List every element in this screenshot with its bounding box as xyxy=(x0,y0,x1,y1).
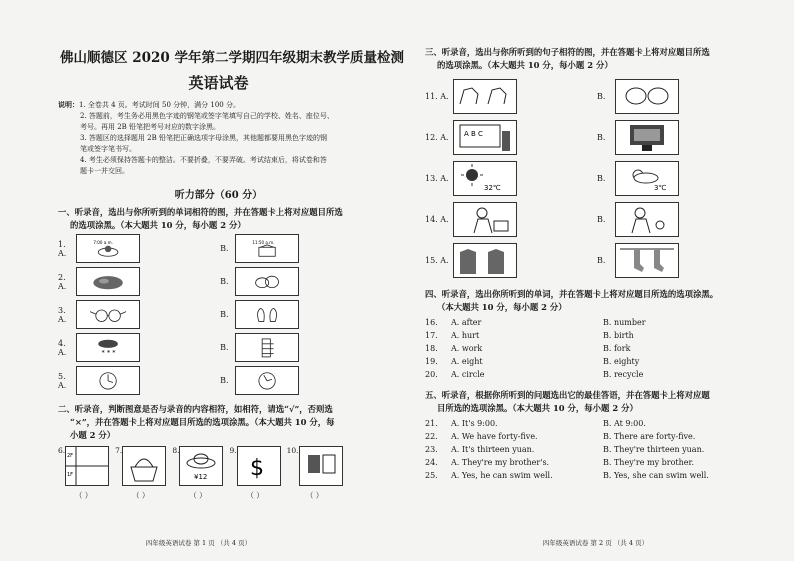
q4-item xyxy=(425,355,774,368)
temperature-text: 32℃ xyxy=(484,184,501,192)
boy-drawing-picture xyxy=(453,202,517,237)
q4-item xyxy=(425,329,774,342)
q2-answer-paren[interactable]: （ ） xyxy=(132,491,150,500)
q3-num: 11. A. xyxy=(425,92,449,101)
option-a[interactable]: A. after xyxy=(451,318,482,327)
sweet-potatoes-picture xyxy=(76,267,140,296)
q5-num: 21. xyxy=(425,419,438,428)
dollar-shirt-picture xyxy=(237,446,281,486)
q5-item xyxy=(425,456,774,469)
page-footer: 四年级英语试卷 第 1 页 （共 4 页） xyxy=(145,539,252,547)
instruction-line: 4. 考生必须保持答题卡的整洁。不要折叠，不要弄破。考试结束后，将试卷和答 xyxy=(80,156,327,164)
svg-text:* * *: * * * xyxy=(101,348,116,357)
q5-num: 25. xyxy=(425,471,438,480)
q4-num: 16. xyxy=(425,318,438,327)
q1-rows xyxy=(58,232,379,397)
q3-head xyxy=(425,46,774,72)
q2-num: 8. xyxy=(172,446,180,455)
q2-answer-paren[interactable]: （ ） xyxy=(189,491,207,500)
option-b[interactable]: B. They're thirteen yuan. xyxy=(603,445,705,454)
q3-row xyxy=(425,240,774,281)
q1-row xyxy=(58,364,379,397)
q5-num: 24. xyxy=(425,458,438,467)
lunch-picture xyxy=(235,234,299,263)
q2-item xyxy=(172,446,223,501)
q3-head-line: 三、听录音，选出与你所听到的句子相符的图，并在答题卡上将对应题目所选 xyxy=(425,47,710,57)
q3-b-label: B. xyxy=(597,215,606,224)
q5-num: 23. xyxy=(425,445,438,454)
q5-head-line: 目所选的选项涂黑。（本大题共 10 分，每小题 2 分） xyxy=(437,403,638,413)
q4-num: 17. xyxy=(425,331,438,340)
option-a[interactable]: A. It's 9:00. xyxy=(451,419,498,428)
q2-head-line: “×”，并在答题卡上将对应题目所选的选项涂黑。（本大题共 10 分，每 xyxy=(70,417,335,427)
option-b[interactable]: B. birth xyxy=(603,331,634,340)
option-b[interactable]: B. recycle xyxy=(603,370,644,379)
q5-head-line: 五、听录音，根据你所听到的问题选出它的最佳答语，并在答题卡上将对应题 xyxy=(425,390,710,400)
q4-item xyxy=(425,342,774,355)
hot-sun-picture xyxy=(453,161,517,196)
instruction-line: 3. 答题区的选择题用 2B 铅笔把正确选项字母涂黑，其他题都要用黑色字迹的钢 xyxy=(80,134,327,142)
q1-b-label: B. xyxy=(220,343,229,352)
q1-num: 5. A. xyxy=(58,371,67,390)
listening-section-head: 听力部分（60 分） xyxy=(174,190,263,201)
q2-answer-paren[interactable]: （ ） xyxy=(246,491,264,500)
q1-row xyxy=(58,298,379,331)
instruction-line: 题卡一并交回。 xyxy=(80,167,129,175)
option-b[interactable]: B. eighty xyxy=(603,357,640,366)
glasses-picture xyxy=(76,300,140,329)
q1-num: 2. A. xyxy=(58,272,67,291)
clock-time-text: 11:50 a.m. xyxy=(252,240,275,246)
option-a[interactable]: A. We have forty-five. xyxy=(451,432,538,441)
option-b[interactable]: B. Yes, she can swim well. xyxy=(603,471,709,480)
horses-picture xyxy=(453,79,517,114)
q2-items xyxy=(58,446,379,501)
cloudy-picture xyxy=(615,161,679,196)
q3-b-label: B. xyxy=(597,256,606,265)
instructions xyxy=(58,99,379,177)
boy-playing-picture xyxy=(615,202,679,237)
hat-price-picture xyxy=(179,446,223,486)
q3-row xyxy=(425,158,774,199)
shirts-picture xyxy=(453,243,517,278)
clock-a-picture xyxy=(76,366,140,395)
q3-b-label: B. xyxy=(597,92,606,101)
q2-head-line: 二、听录音，判断图意是否与录音的内容相符，如相符，请选“√”，否则选 xyxy=(58,404,333,414)
option-a[interactable]: A. work xyxy=(451,344,483,353)
option-a[interactable]: A. circle xyxy=(451,370,485,379)
breakfast-picture xyxy=(76,234,140,263)
q2-head xyxy=(58,403,379,442)
q1-head xyxy=(58,206,379,232)
q3-row xyxy=(425,76,774,117)
q3-num: 13. A. xyxy=(425,174,449,183)
q2-num: 10. xyxy=(286,446,299,455)
floor-label: 2F xyxy=(67,453,74,459)
q1-row xyxy=(58,232,379,265)
exam-title: 佛山顺德区 2020 学年第二学期四年级期末教学质量检测 xyxy=(60,50,404,66)
q2-answer-paren[interactable]: （ ） xyxy=(74,491,93,500)
socks-picture xyxy=(615,243,679,278)
option-a[interactable]: A. hurt xyxy=(451,331,480,340)
q1-head-line: 的选项涂黑。（本大题共 10 分，每小题 2 分） xyxy=(70,220,246,230)
q3-num: 12. A. xyxy=(425,133,449,142)
q1-b-label: B. xyxy=(220,277,229,286)
q2-item xyxy=(58,446,109,501)
q2-answer-paren[interactable]: （ ） xyxy=(305,491,324,500)
option-b[interactable]: B. They're my brother. xyxy=(603,458,695,467)
q1-num: 4. A. xyxy=(58,338,67,357)
q3-num: 14. A. xyxy=(425,215,449,224)
svg-text:$: $ xyxy=(249,456,264,481)
q1-row xyxy=(58,265,379,298)
q2-item xyxy=(287,446,343,501)
q2-num: 7. xyxy=(115,446,123,455)
option-a[interactable]: A. Yes, he can swim well. xyxy=(451,471,553,480)
option-a[interactable]: A. It's thirteen yuan. xyxy=(451,445,535,454)
option-a[interactable]: A. eight xyxy=(451,357,483,366)
clothes-picture xyxy=(299,446,343,486)
q2-num: 6. xyxy=(58,446,66,455)
page-footer: 四年级英语试卷 第 2 页 （共 4 页） xyxy=(542,539,649,547)
instruction-line: 考号。再用 2B 铅笔把考号对应的数字涂黑。 xyxy=(80,123,221,131)
option-b[interactable]: B. number xyxy=(603,318,646,327)
q3-head-line: 的选项涂黑。（本大题共 10 分，每小题 2 分） xyxy=(437,60,613,70)
q4-num: 18. xyxy=(425,344,438,353)
q4-num: 19. xyxy=(425,357,438,366)
q4-head xyxy=(425,288,774,314)
price-text: ¥12 xyxy=(194,473,208,481)
exam-subtitle: 英语试卷 xyxy=(188,74,249,92)
temperature-text: 3℃ xyxy=(654,184,667,192)
floors-picture xyxy=(65,446,109,486)
option-b[interactable]: B. There are forty-five. xyxy=(603,432,696,441)
gloves-picture xyxy=(235,300,299,329)
snow-picture xyxy=(76,333,140,362)
option-b[interactable]: B. fork xyxy=(603,344,631,353)
q5-item xyxy=(425,443,774,456)
q5-item xyxy=(425,469,774,482)
q2-item xyxy=(229,446,280,501)
sheep-picture xyxy=(615,79,679,114)
clock-time-text: 7:00 a.m. xyxy=(93,240,113,246)
q3-row xyxy=(425,199,774,240)
blackboard-picture xyxy=(453,120,517,155)
q2-num: 9. xyxy=(229,446,237,455)
q5-item xyxy=(425,430,774,443)
option-b[interactable]: B. At 9:00. xyxy=(603,419,646,428)
board-text: A B C xyxy=(464,130,483,138)
q4-head-line: 四、听录音，选出你所听到的单词，并在答题卡上将对应题目所选的选项涂黑。 xyxy=(425,289,719,299)
q2-head-line: 小题 2 分） xyxy=(70,430,116,440)
q4-item xyxy=(425,316,774,329)
q5-head xyxy=(425,389,774,415)
q5-item xyxy=(425,417,774,430)
computer-picture xyxy=(615,120,679,155)
floor-label: 1F xyxy=(67,472,74,478)
q3-rows xyxy=(425,76,774,281)
potatoes-picture xyxy=(235,267,299,296)
right-page xyxy=(397,0,794,561)
option-a[interactable]: A. They're my brother's. xyxy=(451,458,550,467)
basket-picture xyxy=(122,446,166,486)
q1-num: 1. A. xyxy=(58,239,67,258)
q1-num: 3. A. xyxy=(58,305,67,324)
q3-row xyxy=(425,117,774,158)
building-picture xyxy=(235,333,299,362)
q1-head-line: 一、听录音，选出与你所听到的单词相符的图，并在答题卡上将对应题目所选 xyxy=(58,207,343,217)
instructions-label: 说明： xyxy=(58,100,79,109)
q5-num: 22. xyxy=(425,432,438,441)
q4-list xyxy=(425,316,774,381)
q4-num: 20. xyxy=(425,370,438,379)
instruction-line: 1. 全卷共 4 页。考试时间 50 分钟，满分 100 分。 xyxy=(79,101,240,109)
q2-item xyxy=(115,446,166,501)
q4-head-line: （本大题共 10 分，每小题 2 分） xyxy=(437,302,567,312)
q1-row xyxy=(58,331,379,364)
q1-b-label: B. xyxy=(220,310,229,319)
instruction-line: 笔或签字笔书写。 xyxy=(80,145,136,153)
q3-num: 15. A. xyxy=(425,256,449,265)
q4-item xyxy=(425,368,774,381)
instruction-line: 2. 答题前，考生务必用黑色字迹的钢笔或签字笔填写自己的学校、姓名、座位号、 xyxy=(80,112,334,120)
q5-list xyxy=(425,417,774,482)
q3-b-label: B. xyxy=(597,174,606,183)
q3-b-label: B. xyxy=(597,133,606,142)
clock-b-picture xyxy=(235,366,299,395)
q1-b-label: B. xyxy=(220,244,229,253)
q1-b-label: B. xyxy=(220,376,229,385)
